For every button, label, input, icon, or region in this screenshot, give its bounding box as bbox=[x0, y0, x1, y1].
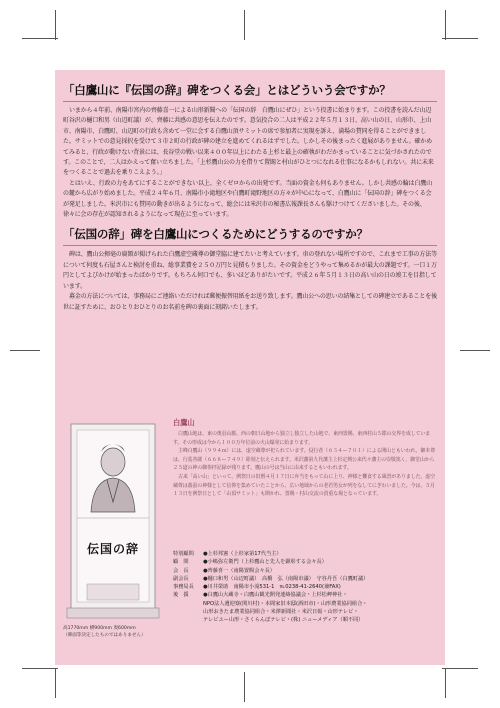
section1-paragraph: とはいえ、行政の力をあてにすることができない以上、全くゼロからの出発です。当面の資金も何もありません。しかし共感の輪は白鷹山の麓から広がり始めました。平成２４年６月、南陽市小滝地区や白鷹町滝野地区の方々が中心になって、白鷹山に「伝国の辞」碑をつくる会が発足しました。米沢市にも賛同の動きが出るようになって、総会には米沢市の秘書広報課長さんも駆けつけてくださいました。その後、徐々に会の存在が認知されるようになって現在に至っています。 bbox=[63, 179, 432, 219]
hakutaka-paragraph: 主峰白鷹山（９９４ｍ）には、虚空蔵尊が祀られています。役行者（６３４ー７０１）による開山ともいわれ、御本尊は、行基菩薩（６６８ー７４９）彫刻と伝えられます。米沢藩第九代藩主上杉定興公来代々藩主の崇敬篤く、御堂山から２５道の神の御参拝記録が残ります。鷹山の号は当山に由来するともいわれます。 bbox=[173, 448, 435, 472]
title-rule bbox=[63, 245, 437, 246]
organization-info bbox=[173, 550, 437, 625]
sponsor-line: 山形おきたま農業協同組合・米澤新聞社・米沢日報・山形テレビ・ bbox=[203, 609, 359, 616]
info-row: 副会長 ●樋口和男（山辺町議） 高橋 弘（南陽市議） 守谷丹吾（白鷹町議） bbox=[173, 575, 369, 582]
crop-mark bbox=[445, 668, 446, 698]
sponsor-line: NPO法人遺迎寮(関川村)・本間家旧本邸(酒田市)・山形農業協同組合・ bbox=[203, 600, 368, 607]
crop-mark bbox=[445, 10, 446, 40]
sponsor-line: テレビユー山形・さくらんぼテレビ・(株) ニューメディア（順不同） bbox=[203, 617, 364, 624]
crop-mark bbox=[442, 668, 478, 669]
crop-mark bbox=[244, 672, 245, 702]
monument-icon bbox=[63, 422, 163, 622]
text-column bbox=[63, 82, 437, 313]
info-row: 特別顧問 ●上杉邦憲（上杉家第17代当主） bbox=[173, 551, 282, 557]
crop-mark bbox=[442, 38, 478, 39]
pink-page bbox=[55, 70, 445, 665]
hakutaka-title: 白鷹山 bbox=[173, 418, 195, 427]
hakutaka-paragraph: 古来「高い山」といって、例祭日の旧暦４月１７日に弁当をもって山に上り、神様と饗食する風習がありました。虚空蔵尊は養蚕の神様として信仰を集めていたことから、広い地域からの老若男女が列をなしてにぎわいました。今は、５月１３日を例祭日として「山頂サミット」も開かれ、置賜・村山交流の貴重な場となっています。 bbox=[173, 473, 435, 498]
dimensions-note: （碑面等決定したものではありません） bbox=[63, 632, 146, 638]
monument-illustration bbox=[63, 422, 163, 622]
crop-mark bbox=[22, 38, 58, 39]
section2-paragraph: 碑は、鷹山公揮毫の扁額が掲げられた白鷹虚空蔵尊の御堂脇に建てたいと考えています。車の登れない場所ですので、これまで工事の方法等について何度も石屋さんと検討を重ね、総事業費を２５０万円と見積もりました。その資金をどうやって集めるかが最大の課題です。一口１万円としてよびかけが始まったばかりです。もちろん何口でも、多いほどありがたいです。平成２６年５月１３日の高い山の日の竣工を目指しています。 bbox=[63, 251, 437, 290]
hakutaka-paragraph: 白鷹山地は、東の奥羽山脈、西の朝日山地から独立し独立した山地で、東西置賜、東西村山５郡の交界を成しています。その形成は今から１００万年位前の火山爆発に始まります。 bbox=[173, 431, 431, 446]
info-row: 後 援 ●白鷹山大蔵寺・白鷹山観光開発連絡協議会・上杉松岬神社・ bbox=[173, 592, 348, 599]
info-row: 会 長 ●齊藤喜一（南陽置賜会々長） bbox=[173, 567, 275, 574]
crop-mark bbox=[460, 350, 490, 351]
section2-paragraph: 募金の方法については、事務局にご連絡いただければ郵便振替用紙をお送り致します。鷹山公への思いの結集としての碑建立であることを後世に証すために、おひとりおひとりのお名前を碑の裏面に刻銘いたします。 bbox=[63, 293, 437, 311]
crop-mark bbox=[55, 668, 56, 698]
crop-mark bbox=[10, 350, 40, 351]
crop-mark bbox=[55, 10, 56, 40]
monument-dimensions bbox=[63, 626, 173, 639]
info-row: 事務局長 ●川井榮助 南陽市小滝531-1 ℡0238-41-2640(兼FAX) bbox=[173, 584, 341, 591]
section1-paragraph: いまから４年前、南陽市宮内の齊藤喜一による山形新聞への「伝国の辞 白鷹山にぜひ」という投書に始まります。この投書を読んだ山辺町谷沢の樋口和男（山辺町議）が、齊藤に共感の意思を伝えたのです。意気投合の二人は平成２２年５月１３日、高い山の日、山形市、上山市、南陽市、白鷹町、山辺町の行政も含めて一堂に会する白鷹山頂サミットの席で参加者に実現を訴え、満場の賛同を得ることができました。サミットでの意見採択を受けて３市２町の行政が碑の建立を進めてくれるはずでした。しかしその後まったく進展がありません。確かめてみると、行政が動けない背景には、長谷堂の戦い以来４００年以上にわたる上杉と最上の確執がわだかまっていることに気づかされたのです。このことで、二人はかえって奮い立ちました。「上杉鷹山公の力を借りて置賜と村山がひとつになれる仕事になるかもしれない。共に未来をつくることで過去を乗りこえよう。」 bbox=[63, 107, 434, 177]
lower-section bbox=[63, 418, 437, 658]
hakutaka-description bbox=[173, 418, 437, 499]
crop-mark bbox=[22, 668, 58, 669]
section1-title: 「白鷹山に『伝国の辞』碑をつくる会」とはどういう会ですか？ bbox=[63, 83, 391, 97]
dimensions-text: 高1770mm 横900mm 奥600mm bbox=[63, 626, 136, 631]
info-row: 顧 問 ●小嶋弥左衛門（上杉鷹山と先人を顕彰する会々長） bbox=[173, 559, 327, 566]
monument-inscription: 伝国の辞 bbox=[86, 542, 139, 556]
section2-title: 「伝国の辞」碑を白鷹山につくるためにどうするのですか？ bbox=[63, 227, 368, 242]
crop-mark bbox=[244, 10, 245, 40]
title-rule bbox=[63, 101, 437, 102]
